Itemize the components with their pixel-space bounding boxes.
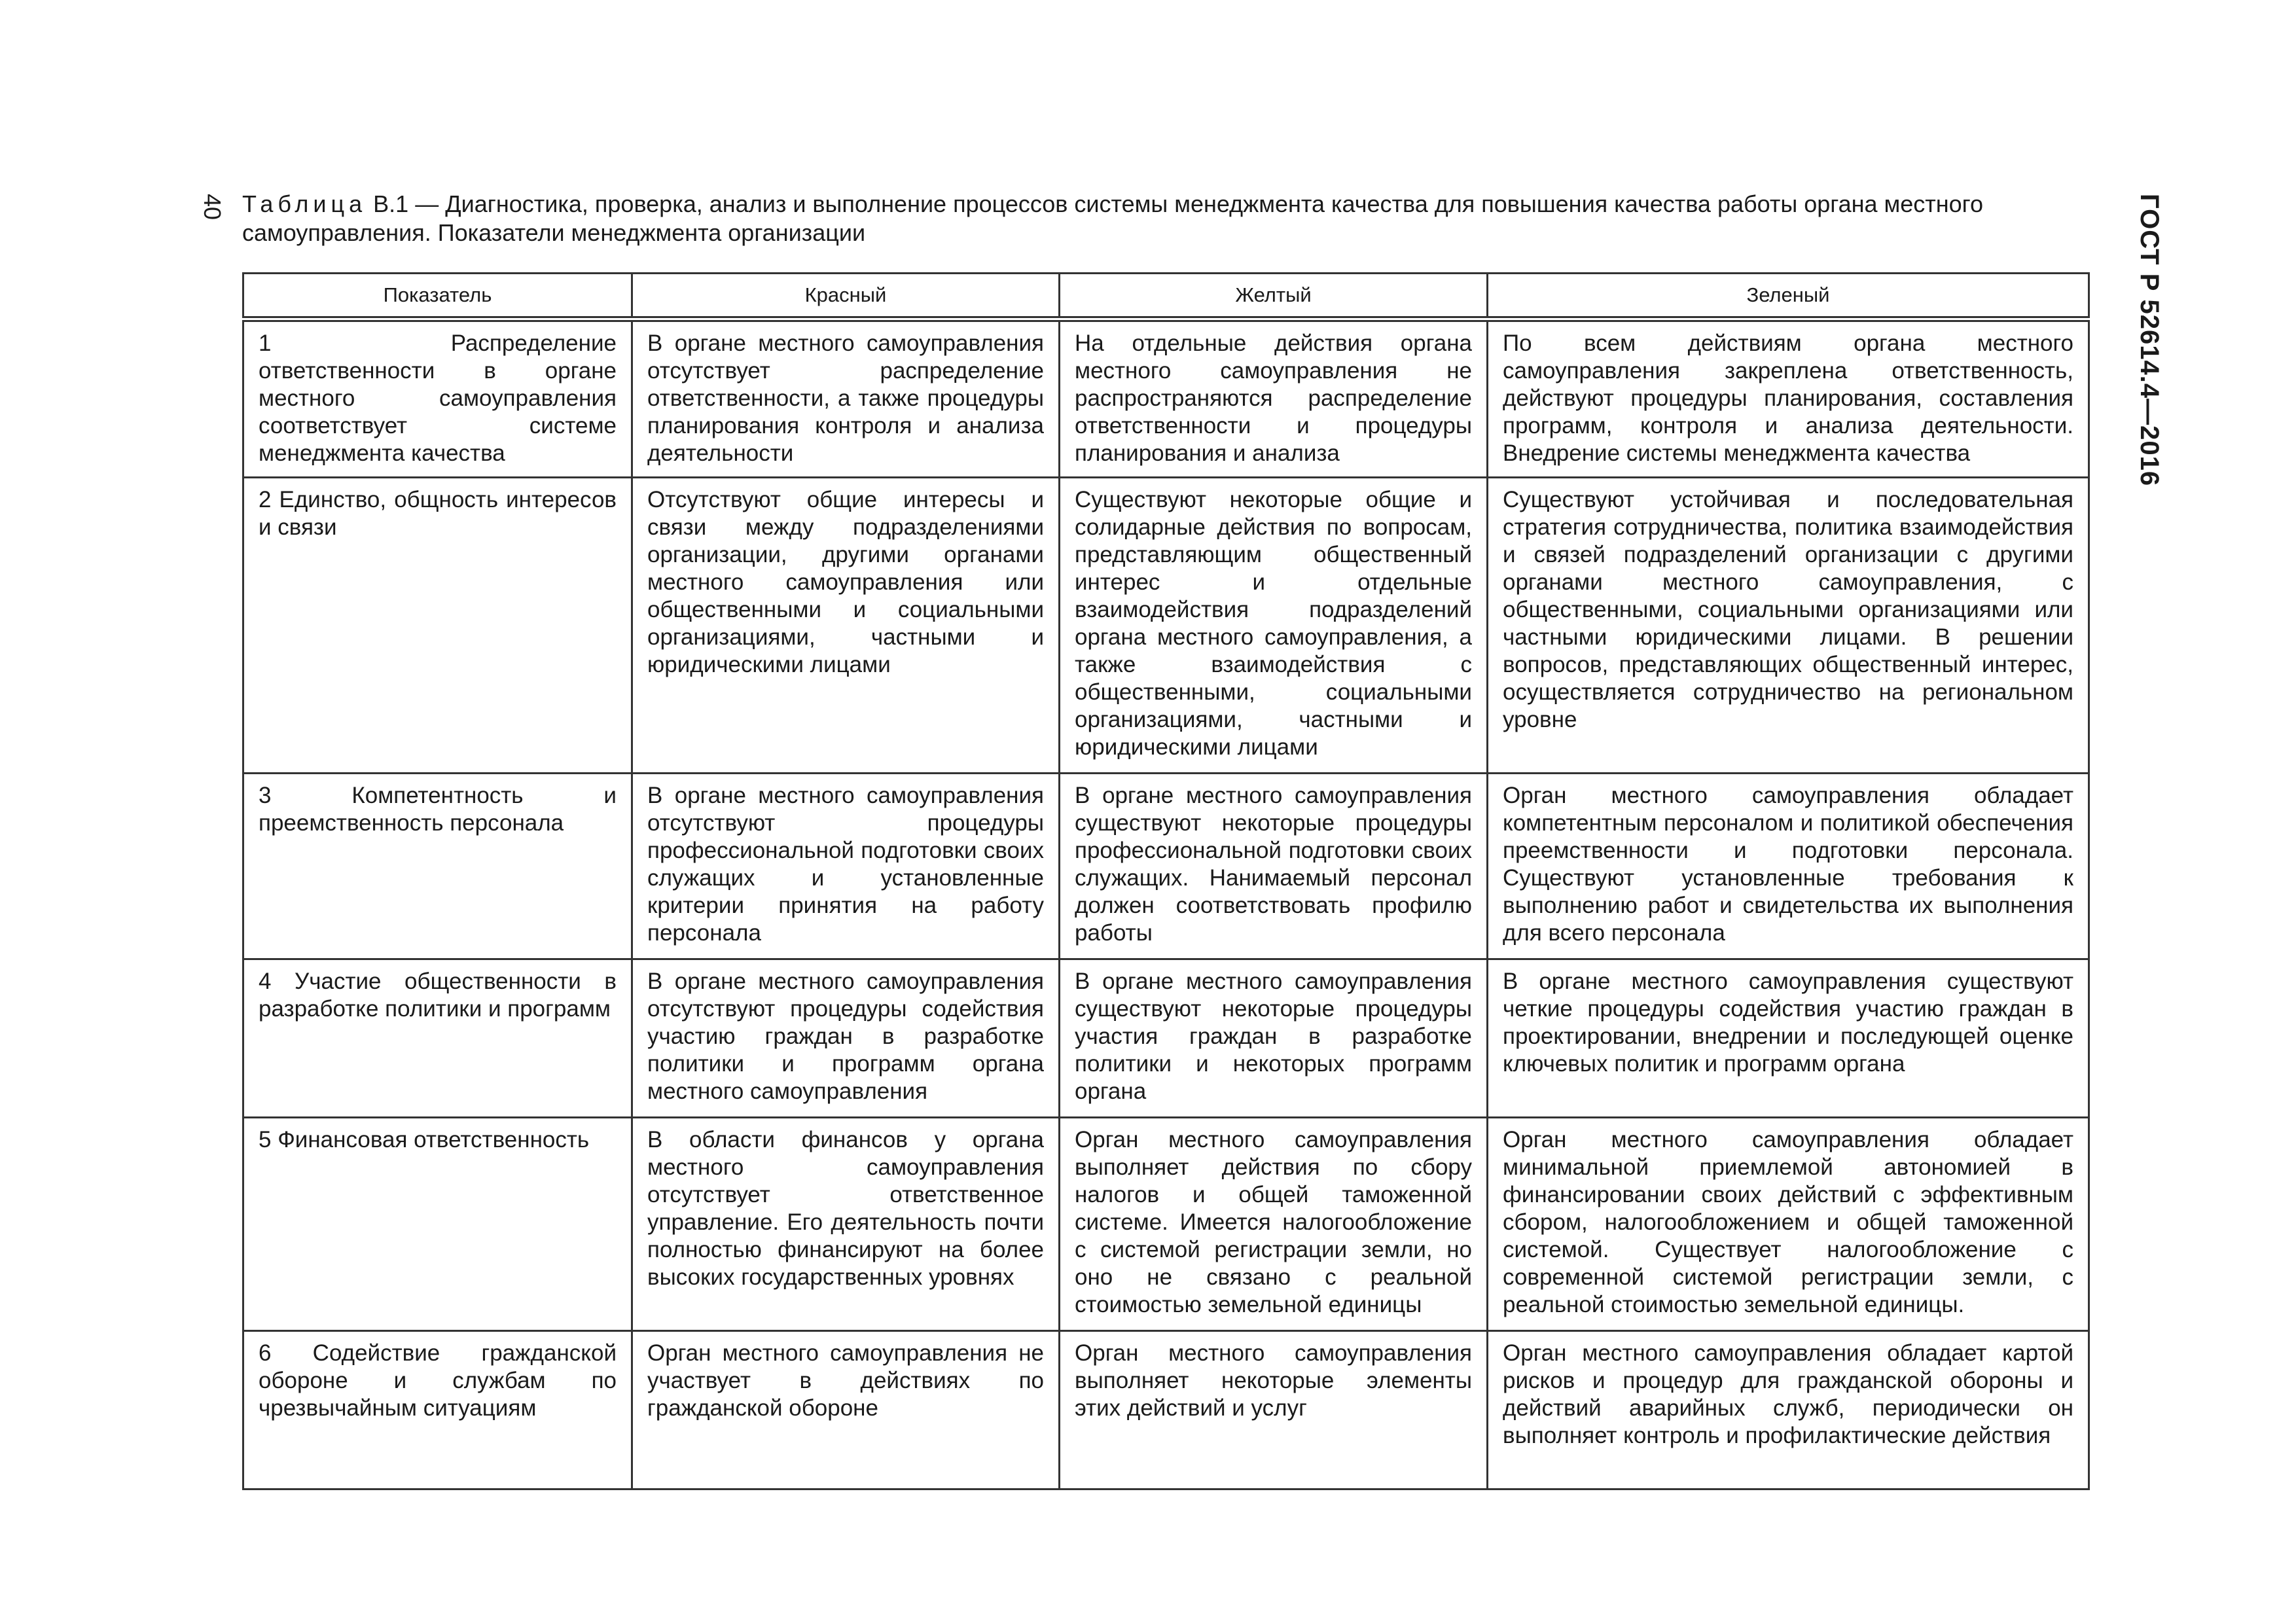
- document-code: ГОСТ Р 52614.4—2016: [2135, 194, 2164, 487]
- table-row: [243, 1118, 2089, 1331]
- header-yellow: Желтый: [1060, 274, 1488, 319]
- cell-indicator: 4 Участие общественности в разработке политики и программ: [243, 959, 632, 1118]
- cell-green: Орган местного самоуправления обладает минимальной приемлемой автономией в финансировании своих действий с эффективным сбором, налогообложением и общей таможенной системой. Существует налогообложение с современной системой регистрации земли, с реальной стоимостью земельной единицы.: [1488, 1118, 2089, 1331]
- table-header-row: [243, 274, 2089, 319]
- table-caption-text: В.1 — Диагностика, проверка, анализ и выполнение процессов системы менеджмента качества для повышения качества работы органа местного самоуправления. Показатели менеджмента организации: [242, 190, 1984, 246]
- cell-green: По всем действиям органа местного самоуправления закреплена ответственность, действуют процедуры планирования, составления программ, контроля и анализа деятельности. Внедрение системы менеджмента качества: [1488, 319, 2089, 478]
- header-indicator: Показатель: [243, 274, 632, 319]
- cell-indicator: 2 Единство, общность интересов и связи: [243, 478, 632, 774]
- cell-indicator: 5 Финансовая ответственность: [243, 1118, 632, 1331]
- cell-yellow: Орган местного самоуправления выполняет действия по сбору налогов и общей таможенной системе. Имеется налогообложение с системой регистрации земли, но оно не связано с реальной стоимостью земельной единицы: [1060, 1118, 1488, 1331]
- table-row: [243, 1331, 2089, 1489]
- cell-red: В органе местного самоуправления отсутствуют процедуры содействия участию граждан в разработке политики и программ органа местного самоуправления: [632, 959, 1060, 1118]
- table-caption: [242, 190, 2101, 247]
- cell-green: Орган местного самоуправления обладает компетентным персоналом и политикой обеспечения преемственности и подготовки персонала. Существуют установленные требования к выполнению работ и свидетельства их выполнения для всего персонала: [1488, 774, 2089, 959]
- cell-yellow: Существуют некоторые общие и солидарные действия по вопросам, представляющим общественный интерес и отдельные взаимодействия подразделений органа местного самоуправления, а также взаимодействия с общественными, социальными организациями, частными и юридическими лицами: [1060, 478, 1488, 774]
- cell-red: В органе местного самоуправления отсутствует распределение ответственности, а также процедуры планирования контроля и анализа деятельности: [632, 319, 1060, 478]
- table-caption-label: Таблица: [242, 190, 367, 217]
- cell-red: В органе местного самоуправления отсутствуют процедуры профессиональной подготовки своих служащих и установленные критерии принятия на работу персонала: [632, 774, 1060, 959]
- indicators-table: [242, 272, 2090, 1490]
- cell-yellow: На отдельные действия органа местного самоуправления не распространяются распределение ответственности и процедуры планирования и анализа: [1060, 319, 1488, 478]
- cell-yellow: Орган местного самоуправления выполняет некоторые элементы этих действий и услуг: [1060, 1331, 1488, 1489]
- table-row: [243, 774, 2089, 959]
- cell-green: В органе местного самоуправления существуют четкие процедуры содействия участию граждан в проектировании, внедрении и последующей оценке ключевых политик и программ органа: [1488, 959, 2089, 1118]
- cell-indicator: 1 Распределение ответственности в органе местного самоуправления соответствует системе менеджмента качества: [243, 319, 632, 478]
- cell-red: Отсутствуют общие интересы и связи между подразделениями организации, другими органами местного самоуправления или общественными и социальными организациями, частными и юридическими лицами: [632, 478, 1060, 774]
- table-row: [243, 478, 2089, 774]
- cell-green: Орган местного самоуправления обладает картой рисков и процедур для гражданской обороны и действий аварийных служб, периодически он выполняет контроль и профилактические действия: [1488, 1331, 2089, 1489]
- page-number: 40: [199, 194, 226, 221]
- header-green: Зеленый: [1488, 274, 2089, 319]
- cell-indicator: 6 Содействие гражданской обороне и службам по чрезвычайным ситуациям: [243, 1331, 632, 1489]
- cell-indicator: 3 Компетентность и преемственность персонала: [243, 774, 632, 959]
- cell-red: В области финансов у органа местного самоуправления отсутствует ответственное управление. Его деятельность почти полностью финансируют на более высоких государственных уровнях: [632, 1118, 1060, 1331]
- table-row: [243, 319, 2089, 478]
- cell-red: Орган местного самоуправления не участвует в действиях по гражданской обороне: [632, 1331, 1060, 1489]
- header-red: Красный: [632, 274, 1060, 319]
- table-row: [243, 959, 2089, 1118]
- cell-yellow: В органе местного самоуправления существуют некоторые процедуры профессиональной подготовки своих служащих. Нанимаемый персонал должен соответствовать профилю работы: [1060, 774, 1488, 959]
- cell-green: Существуют устойчивая и последовательная стратегия сотрудничества, политика взаимодействия и связей подразделений организации с другими органами местного самоуправления, с общественными, социальными организациями или частными юридическими лицами. В решении вопросов, представляющих общественный интерес, осуществляется сотрудничество на региональном уровне: [1488, 478, 2089, 774]
- cell-yellow: В органе местного самоуправления существуют некоторые процедуры участия граждан в разработке политики и некоторых программ органа: [1060, 959, 1488, 1118]
